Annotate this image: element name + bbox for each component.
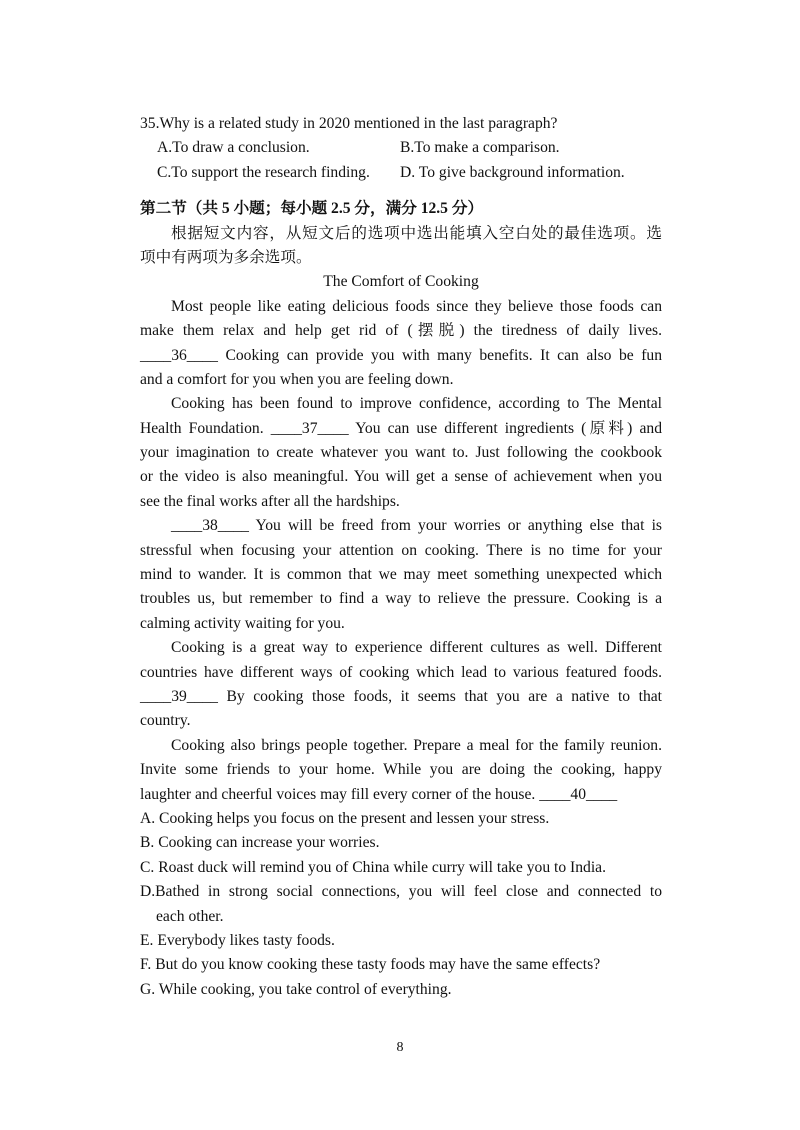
options-row — [140, 136, 662, 160]
choice-f: F. But do you know cooking these tasty foods may have the same effects? — [140, 956, 601, 974]
passage-line: Cooking also brings people together. Prepare a meal for the family reunion. — [171, 736, 662, 754]
passage-line: calming activity waiting for you. — [140, 614, 345, 632]
instruction-line: 根据短文内容，从短文后的选项中选出能填入空白处的最佳选项。选 — [171, 224, 662, 242]
passage-line: countries have different ways of cooking which lead to various featured foods. — [140, 663, 662, 681]
choice-g: G. While cooking, you take control of everything. — [140, 980, 452, 998]
choice-e: E. Everybody likes tasty foods. — [140, 931, 335, 949]
passage-line: Health Foundation. ____37____ You can use different ingredients (原料) and — [140, 419, 662, 437]
choice-d: D.Bathed in strong social connections, you will feel close and connected to — [140, 883, 662, 901]
section-heading: 第二节（共 5 小题；每小题 2.5 分，满分 12.5 分） — [140, 200, 484, 218]
passage-line: ____36____ Cooking can provide you with many benefits. It can also be fun — [140, 346, 662, 364]
passage-line: Invite some friends to your home. While you are doing the cooking, happy — [140, 761, 662, 779]
option-a: A.To draw a conclusion. — [157, 139, 310, 157]
instruction-line: 项中有两项为多余选项。 — [140, 248, 312, 266]
passage — [140, 295, 662, 807]
passage-line: laughter and cheerful voices may fill every corner of the house. ____40____ — [140, 785, 618, 803]
passage-line: mind to wander. It is common that we may meet something unexpected which — [140, 566, 662, 584]
option-c: C.To support the research finding. — [157, 163, 370, 181]
passage-title: The Comfort of Cooking — [323, 273, 479, 291]
choice-b: B. Cooking can increase your worries. — [140, 834, 380, 852]
passage-line: your imagination to create whatever you want to. Just following the cookbook — [140, 444, 662, 462]
option-d: D. To give background information. — [400, 163, 625, 181]
question-stem: 35.Why is a related study in 2020 mentioned in the last paragraph? — [140, 115, 558, 132]
passage-line: ____39____ By cooking those foods, it seems that you are a native to that — [140, 687, 662, 705]
passage-line: stressful when focusing your attention on cooking. There is no time for your — [140, 541, 662, 559]
page-number: 8 — [396, 1040, 404, 1055]
passage-line: make them relax and help get rid of (摆脱) the tiredness of daily lives. — [140, 322, 662, 340]
choice-a: A. Cooking helps you focus on the present and lessen your stress. — [140, 809, 550, 827]
passage-line: troubles us, but remember to find a way to relieve the pressure. Cooking is a — [140, 590, 662, 608]
passage-line: ____38____ You will be freed from your worries or anything else that is — [171, 517, 662, 535]
passage-line: Most people like eating delicious foods since they believe those foods can — [171, 297, 662, 315]
passage-line: Cooking is a great way to experience different cultures as well. Different — [171, 639, 662, 657]
question-35 — [140, 112, 662, 185]
passage-line: Cooking has been found to improve confidence, according to The Mental — [171, 395, 662, 413]
passage-line: see the final works after all the hardships. — [140, 492, 400, 510]
choice-d-continued: each other. — [156, 907, 224, 925]
option-b: B.To make a comparison. — [400, 139, 560, 157]
choice-list — [140, 807, 662, 1002]
passage-line: and a comfort for you when you are feeling down. — [140, 370, 454, 388]
passage-line: country. — [140, 712, 191, 730]
choice-c: C. Roast duck will remind you of China while curry will take you to India. — [140, 858, 607, 876]
passage-line: or the video is also meaningful. You will get a sense of achievement when you — [140, 468, 662, 486]
options-row — [140, 161, 662, 185]
page-content — [140, 112, 662, 1002]
